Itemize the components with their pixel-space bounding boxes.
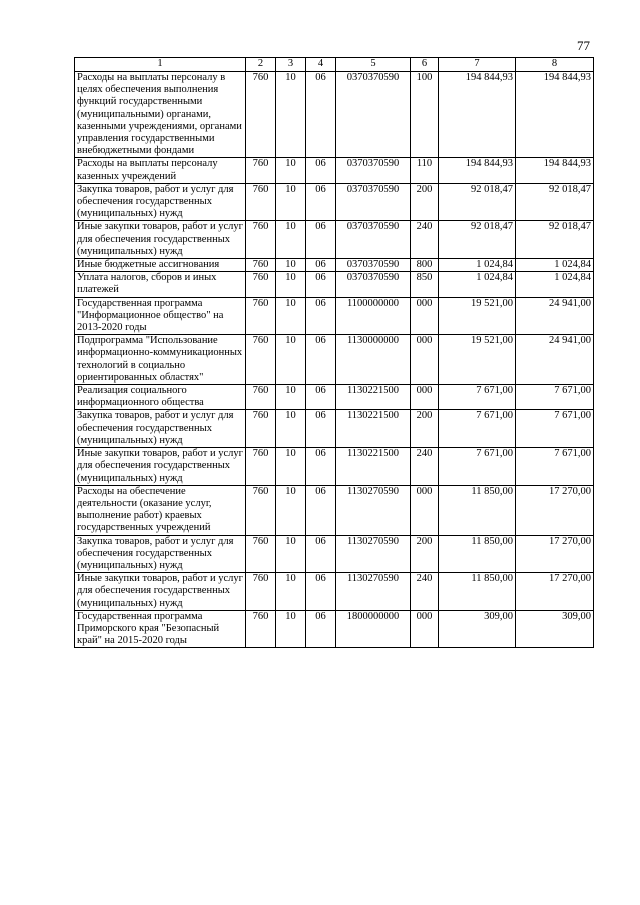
cell-amount-year-1: 19 521,00 (439, 335, 516, 385)
cell-target-article: 0370370590 (336, 158, 411, 183)
cell-amount-year-2: 194 844,93 (516, 158, 594, 183)
cell-name: Подпрограмма "Использование информационно-коммуникационных технологий в социально ориентированных областях" (75, 335, 246, 385)
cell-subsection: 06 (306, 259, 336, 272)
cell-expense-type: 000 (411, 485, 439, 535)
cell-target-article: 1130221500 (336, 410, 411, 448)
table-row (75, 448, 594, 486)
column-header-7: 7 (439, 58, 516, 72)
table-row (75, 535, 594, 573)
cell-amount-year-2: 17 270,00 (516, 535, 594, 573)
cell-target-article: 1130000000 (336, 335, 411, 385)
table-row (75, 335, 594, 385)
cell-target-article: 1130221500 (336, 448, 411, 486)
column-header-4: 4 (306, 58, 336, 72)
budget-table (74, 57, 594, 648)
cell-amount-year-2: 1 024,84 (516, 259, 594, 272)
cell-subsection: 06 (306, 272, 336, 297)
cell-ministry-code: 760 (246, 297, 276, 335)
cell-amount-year-1: 92 018,47 (439, 221, 516, 259)
cell-expense-type: 200 (411, 535, 439, 573)
cell-amount-year-1: 11 850,00 (439, 485, 516, 535)
cell-name: Иные закупки товаров, работ и услуг для обеспечения государственных (муниципальных) нужд (75, 221, 246, 259)
cell-name: Расходы на выплаты персоналу казенных учреждений (75, 158, 246, 183)
cell-section: 10 (276, 221, 306, 259)
cell-expense-type: 850 (411, 272, 439, 297)
cell-subsection: 06 (306, 297, 336, 335)
table-row (75, 183, 594, 221)
table-row (75, 297, 594, 335)
cell-ministry-code: 760 (246, 610, 276, 648)
cell-expense-type: 000 (411, 297, 439, 335)
cell-name: Иные бюджетные ассигнования (75, 259, 246, 272)
cell-amount-year-2: 17 270,00 (516, 485, 594, 535)
cell-amount-year-1: 11 850,00 (439, 573, 516, 611)
cell-section: 10 (276, 72, 306, 158)
table-row (75, 259, 594, 272)
cell-ministry-code: 760 (246, 535, 276, 573)
table-row (75, 221, 594, 259)
cell-subsection: 06 (306, 335, 336, 385)
cell-amount-year-1: 7 671,00 (439, 385, 516, 410)
cell-section: 10 (276, 410, 306, 448)
cell-target-article: 1130270590 (336, 485, 411, 535)
cell-target-article: 0370370590 (336, 259, 411, 272)
cell-amount-year-2: 7 671,00 (516, 385, 594, 410)
table-row (75, 72, 594, 158)
cell-ministry-code: 760 (246, 221, 276, 259)
cell-name: Государственная программа "Информационное общество" на 2013-2020 годы (75, 297, 246, 335)
cell-section: 10 (276, 485, 306, 535)
header-row (75, 58, 594, 72)
cell-name: Расходы на обеспечение деятельности (оказание услуг, выполнение работ) краевых государственных учреждений (75, 485, 246, 535)
cell-amount-year-1: 194 844,93 (439, 158, 516, 183)
cell-ministry-code: 760 (246, 158, 276, 183)
cell-section: 10 (276, 158, 306, 183)
cell-section: 10 (276, 335, 306, 385)
cell-expense-type: 200 (411, 410, 439, 448)
cell-amount-year-1: 11 850,00 (439, 535, 516, 573)
cell-section: 10 (276, 573, 306, 611)
cell-ministry-code: 760 (246, 272, 276, 297)
cell-subsection: 06 (306, 385, 336, 410)
cell-subsection: 06 (306, 610, 336, 648)
cell-target-article: 0370370590 (336, 183, 411, 221)
cell-ministry-code: 760 (246, 448, 276, 486)
cell-amount-year-2: 24 941,00 (516, 335, 594, 385)
cell-target-article: 1100000000 (336, 297, 411, 335)
cell-amount-year-2: 309,00 (516, 610, 594, 648)
cell-amount-year-2: 194 844,93 (516, 72, 594, 158)
cell-amount-year-1: 309,00 (439, 610, 516, 648)
cell-name: Реализация социального информационного общества (75, 385, 246, 410)
cell-section: 10 (276, 610, 306, 648)
cell-name: Закупка товаров, работ и услуг для обеспечения государственных (муниципальных) нужд (75, 183, 246, 221)
cell-amount-year-2: 24 941,00 (516, 297, 594, 335)
table-row (75, 410, 594, 448)
cell-subsection: 06 (306, 183, 336, 221)
cell-section: 10 (276, 183, 306, 221)
column-header-3: 3 (276, 58, 306, 72)
cell-expense-type: 240 (411, 221, 439, 259)
cell-name: Расходы на выплаты персоналу в целях обеспечения выполнения функций государственными (муниципальными) органами, казенными учреждениями, органами управления государственными внебюджетными фондами (75, 72, 246, 158)
cell-name: Закупка товаров, работ и услуг для обеспечения государственных (муниципальных) нужд (75, 410, 246, 448)
column-header-2: 2 (246, 58, 276, 72)
cell-target-article: 1130221500 (336, 385, 411, 410)
cell-amount-year-2: 7 671,00 (516, 410, 594, 448)
cell-subsection: 06 (306, 410, 336, 448)
cell-ministry-code: 760 (246, 335, 276, 385)
cell-expense-type: 800 (411, 259, 439, 272)
cell-expense-type: 200 (411, 183, 439, 221)
cell-section: 10 (276, 297, 306, 335)
cell-amount-year-1: 7 671,00 (439, 410, 516, 448)
cell-section: 10 (276, 385, 306, 410)
cell-subsection: 06 (306, 158, 336, 183)
column-header-6: 6 (411, 58, 439, 72)
cell-amount-year-1: 19 521,00 (439, 297, 516, 335)
cell-section: 10 (276, 272, 306, 297)
cell-subsection: 06 (306, 221, 336, 259)
cell-ministry-code: 760 (246, 573, 276, 611)
cell-expense-type: 000 (411, 385, 439, 410)
cell-target-article: 0370370590 (336, 221, 411, 259)
cell-expense-type: 240 (411, 573, 439, 611)
cell-name: Иные закупки товаров, работ и услуг для обеспечения государственных (муниципальных) нужд (75, 448, 246, 486)
cell-amount-year-1: 194 844,93 (439, 72, 516, 158)
cell-subsection: 06 (306, 448, 336, 486)
cell-subsection: 06 (306, 72, 336, 158)
page-number: 77 (577, 38, 590, 53)
cell-name: Иные закупки товаров, работ и услуг для обеспечения государственных (муниципальных) нужд (75, 573, 246, 611)
column-header-1: 1 (75, 58, 246, 72)
cell-subsection: 06 (306, 535, 336, 573)
table-row (75, 272, 594, 297)
table-row (75, 610, 594, 648)
table-row (75, 573, 594, 611)
cell-amount-year-2: 1 024,84 (516, 272, 594, 297)
cell-subsection: 06 (306, 485, 336, 535)
cell-target-article: 1130270590 (336, 573, 411, 611)
cell-amount-year-1: 1 024,84 (439, 272, 516, 297)
cell-ministry-code: 760 (246, 410, 276, 448)
column-header-5: 5 (336, 58, 411, 72)
cell-amount-year-2: 7 671,00 (516, 448, 594, 486)
cell-target-article: 1800000000 (336, 610, 411, 648)
cell-ministry-code: 760 (246, 72, 276, 158)
cell-expense-type: 240 (411, 448, 439, 486)
cell-section: 10 (276, 259, 306, 272)
cell-ministry-code: 760 (246, 385, 276, 410)
table-body (75, 72, 594, 648)
cell-name: Государственная программа Приморского края "Безопасный край" на 2015-2020 годы (75, 610, 246, 648)
table-row (75, 158, 594, 183)
cell-expense-type: 000 (411, 610, 439, 648)
cell-ministry-code: 760 (246, 259, 276, 272)
cell-expense-type: 100 (411, 72, 439, 158)
cell-name: Уплата налогов, сборов и иных платежей (75, 272, 246, 297)
cell-section: 10 (276, 448, 306, 486)
column-header-8: 8 (516, 58, 594, 72)
cell-amount-year-1: 92 018,47 (439, 183, 516, 221)
table-row (75, 385, 594, 410)
cell-section: 10 (276, 535, 306, 573)
cell-amount-year-2: 17 270,00 (516, 573, 594, 611)
cell-ministry-code: 760 (246, 485, 276, 535)
cell-subsection: 06 (306, 573, 336, 611)
table-header (75, 58, 594, 72)
table-row (75, 485, 594, 535)
cell-target-article: 1130270590 (336, 535, 411, 573)
cell-ministry-code: 760 (246, 183, 276, 221)
cell-expense-type: 000 (411, 335, 439, 385)
cell-name: Закупка товаров, работ и услуг для обеспечения государственных (муниципальных) нужд (75, 535, 246, 573)
cell-expense-type: 110 (411, 158, 439, 183)
cell-amount-year-2: 92 018,47 (516, 183, 594, 221)
cell-target-article: 0370370590 (336, 272, 411, 297)
cell-target-article: 0370370590 (336, 72, 411, 158)
cell-amount-year-1: 1 024,84 (439, 259, 516, 272)
cell-amount-year-1: 7 671,00 (439, 448, 516, 486)
cell-amount-year-2: 92 018,47 (516, 221, 594, 259)
